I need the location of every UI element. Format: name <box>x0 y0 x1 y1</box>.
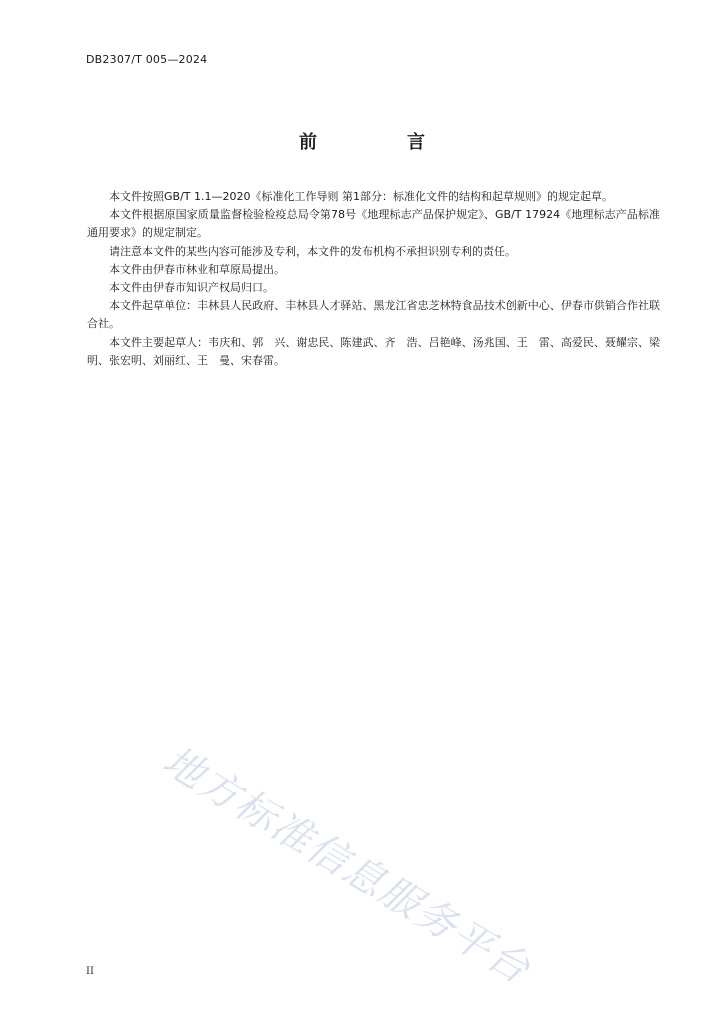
paragraph-drafting-rules: 本文件按照GB/T 1.1—2020《标准化工作导则 第1部分：标准化文件的结构和起草规则》的规定起草。 <box>109 190 613 203</box>
paragraph-drafters: 本文件主要起草人：韦庆和、郭 兴、谢忠民、陈建武、齐 浩、吕艳峰、汤兆国、王 雷、高爱民、聂耀宗、梁 明、张宏明、刘丽红、王 曼、宋春雷。 <box>87 335 671 367</box>
foreword-body <box>87 188 671 370</box>
paragraph-patent-notice: 请注意本文件的某些内容可能涉及专利，本文件的发布机构不承担识别专利的责任。 <box>109 244 516 258</box>
paragraph-basis: 本文件根据原国家质量监督检验检疫总局令第78号《地理标志产品保护规定》、GB/T 17924《地理标志产品标准通用要求》的规定制定。 <box>87 208 660 240</box>
paragraph-drafting-units: 本文件起草单位：丰林县人民政府、丰林县人才驿站、黑龙江省忠芝林特食品技术创新中心、伊春市供销合作社联合社。 <box>87 299 660 331</box>
paragraph-proposer: 本文件由伊春市林业和草原局提出。 <box>109 262 285 276</box>
document-code: DB2307/T 005—2024 <box>86 53 208 66</box>
page-number: II <box>86 966 94 977</box>
watermark: 地方标准信息服务平台 <box>154 737 539 994</box>
paragraph-centralized-unit: 本文件由伊春市知识产权局归口。 <box>109 281 274 295</box>
section-title: 前 言 <box>299 132 461 153</box>
